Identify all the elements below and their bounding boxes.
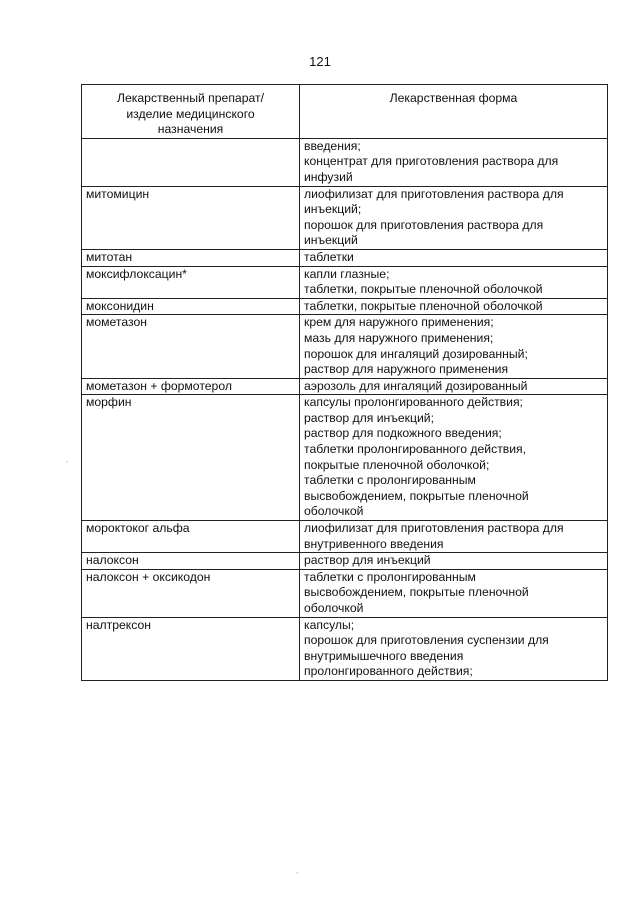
dosage-form-line: введения; [304,138,361,153]
drug-name-cell [82,138,300,186]
dosage-form-line: инфузий [304,169,353,184]
dosage-form-cell [300,521,608,553]
dosage-form-line: таблетки, покрытые пленочной оболочкой [304,298,543,313]
drug-name-cell: морфин [82,395,300,521]
dosage-form-line: раствор для инъекций; [304,410,434,425]
drug-name-cell: налоксон [82,553,300,570]
dosage-form-line: капсулы пролонгированного действия; [304,395,523,410]
dosage-form-line: капсулы; [304,617,355,632]
drug-name-cell: моксонидин [82,298,300,315]
dosage-form-line: концентрат для приготовления раствора для [304,154,559,169]
dosage-form-line: таблетки [304,249,354,264]
dosage-form-line: высвобождением, покрытые пленочной [304,488,529,503]
dosage-form-line: раствор для подкожного введения; [304,426,502,441]
table-row [82,186,608,249]
dosage-form-cell [300,569,608,617]
table-row [82,378,608,395]
dosage-form-line: внутримышечного введения [304,648,464,663]
table-row [82,266,608,298]
table-row [82,315,608,378]
dosage-form-cell [300,298,608,315]
dosage-form-line: пролонгированного действия; [304,664,473,679]
dosage-form-cell [300,553,608,570]
dosage-form-cell [300,378,608,395]
dosage-form-line: таблетки с пролонгированным [304,569,476,584]
dosage-form-line: высвобождением, покрытые пленочной [304,585,529,600]
dosage-form-cell [300,249,608,266]
dosage-form-line: оболочкой [304,601,364,615]
dosage-form-line: оболочкой [304,504,364,519]
drug-name-cell: мороктоког альфа [82,521,300,553]
table-row [82,569,608,617]
drug-name-cell: митомицин [82,186,300,249]
table-row [82,521,608,553]
drug-name-cell: мометазон + формотерол [82,378,300,395]
dosage-form-line: порошок для приготовления суспензии для [304,633,549,648]
dosage-form-line: покрытые пленочной оболочкой; [304,457,490,472]
dosage-form-line: лиофилизат для приготовления раствора для [304,521,564,536]
dosage-form-line: таблетки пролонгированного действия, [304,442,527,457]
drug-name-cell: моксифлоксацин* [82,266,300,298]
dosage-form-cell [300,617,608,680]
table-row [82,249,608,266]
drug-table [81,84,608,681]
dosage-form-line: внутривенного введения [304,536,444,551]
dosage-form-line: инъекций [304,233,358,248]
page-number: 121 [309,54,331,69]
dosage-form-line: лиофилизат для приготовления раствора для [304,186,564,201]
dosage-form-line: порошок для ингаляций дозированный; [304,346,528,361]
table-row [82,138,608,186]
dosage-form-line: порошок для приготовления раствора для [304,217,544,232]
table-header-row [82,85,608,139]
dosage-form-line: крем для наружного применения; [304,315,494,330]
table-row [82,298,608,315]
drug-name-cell: митотан [82,249,300,266]
dosage-form-line: мазь для наружного применения; [304,330,494,345]
drug-name-cell: налтрексон [82,617,300,680]
dosage-form-cell [300,186,608,249]
dosage-form-line: капли глазные; [304,266,390,281]
scan-mark: , [296,866,299,875]
dosage-form-line: таблетки с пролонгированным [304,473,476,488]
dosage-form-line: раствор для инъекций [304,553,431,568]
table-row [82,395,608,521]
dosage-form-line: раствор для наружного применения [304,362,509,377]
header-form: Лекарственная форма [300,85,608,139]
scan-mark: , [66,455,69,464]
dosage-form-line: таблетки, покрытые пленочной оболочкой [304,282,543,297]
dosage-form-line: инъекций; [304,202,362,217]
dosage-form-cell [300,395,608,521]
dosage-form-cell [300,266,608,298]
dosage-form-cell [300,315,608,378]
header-drug: Лекарственный препарат/ изделие медицинского назначения [82,85,300,139]
drug-name-cell: мометазон [82,315,300,378]
table-row [82,553,608,570]
table-row [82,617,608,680]
dosage-form-line: аэрозоль для ингаляций дозированный [304,378,528,393]
dosage-form-cell [300,138,608,186]
drug-name-cell: налоксон + оксикодон [82,569,300,617]
